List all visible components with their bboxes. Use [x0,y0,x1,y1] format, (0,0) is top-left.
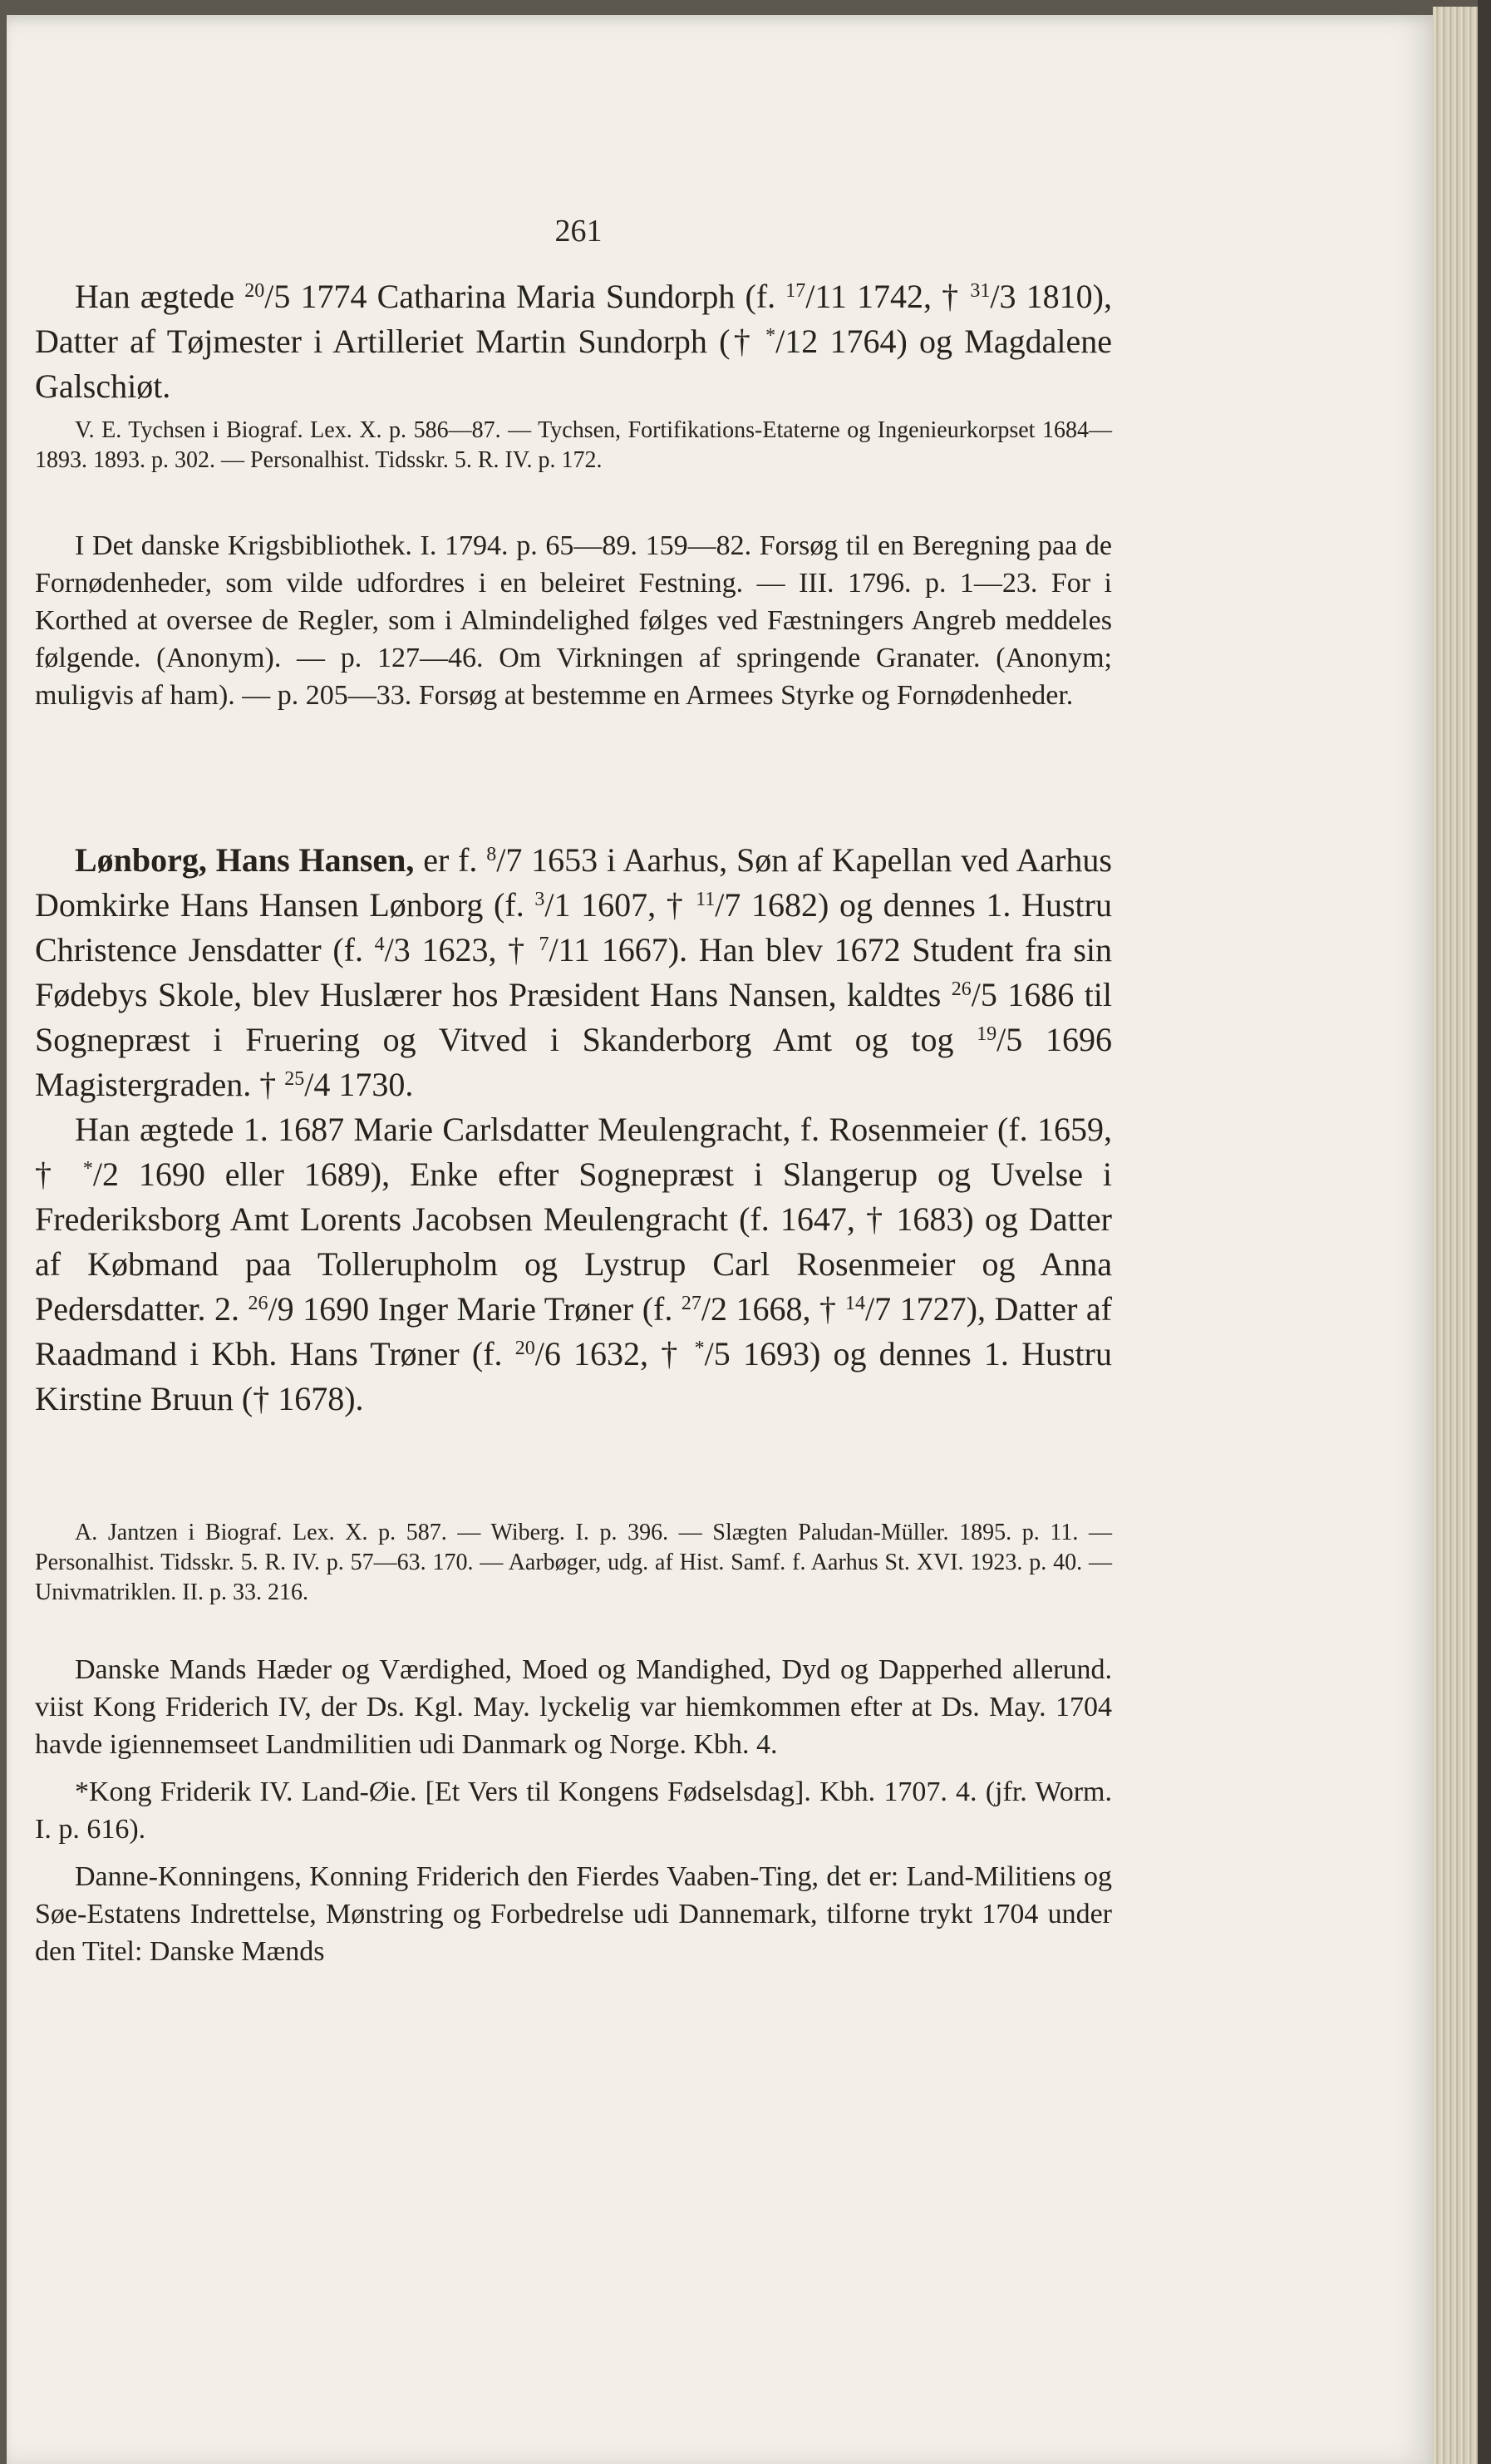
sundorph-marriage-paragraph: Han ægtede $^{20}$/5 1774 Catharina Maria Sundorph (f. $^{17}$/11 1742, † $^{31}$/3 1810), Datter af Tøjmester i Artilleriet Martin Sundorph († */12 1764) og Magdalene Galschiøt. [35,278,1112,405]
book-edge [1478,0,1491,2464]
page-number: 261 [554,214,603,249]
lonborg-biography: Lønborg, Hans Hansen, er f. $^8$/7 1653 i Aarhus, Søn af Kapellan ved Aarhus Domkirke Hans Hansen Lønborg (f. $^3$/1 1607, † $^{11}$/7 1682) og dennes 1. Hustru Christence Jensdatter (f. $^4$/3 1623, † $^7$/11 1667). Han blev 1672 Student fra sin Fødebys Skole, blev Huslærer hos Præsident Hans Nansen, kaldtes $^{26}$/5 1686 til Sognepræst i Fruering og Vitved i Skanderborg Amt og tog $^{19}$/5 1696 Magistergraden. † $^{25}$/4 1730. Han ægtede 1. 1687 Marie Carlsdatter Meulengracht, f. Rosenmeier (f. 1659, † */2 1690 eller 1689), Enke efter Sognepræst i Slangerup og Uvelse i Frederiksborg Amt Lorents Jacobsen Meulengracht (f. 1647, † 1683) og Datter af Købmand paa Tollerupholm og Lystrup Carl Rosenmeier og Anna Pedersdatter. 2. $^{26}$/9 1690 Inger Marie Trøner (f. $^{27}$/2 1668, † $^{14}$/7 1727), Datter af Raadmand i Kbh. Hans Trøner (f. $^{20}$/6 1632, † */5 1693) og dennes 1. Hustru Kirstine Bruun († 1678). [35,838,1112,1422]
work-land-oie: *Kong Friderik IV. Land-Øie. [Et Vers til Kongens Fødselsdag]. Kbh. 1707. 4. (jfr. Worm. I. p. 616). [35,1777,1112,1845]
lonborg-marriage-paragraph: Han ægtede 1. 1687 Marie Carlsdatter Meulengracht, f. Rosenmeier (f. 1659, † */2 1690 eller 1689), Enke efter Sognepræst i Slangerup og Uvelse i Frederiksborg Amt Lorents Jacobsen Meulengracht (f. 1647, † 1683) og Datter af Købmand paa Tollerupholm og Lystrup Carl Rosenmeier og Anna Pedersdatter. 2. $^{26}$/9 1690 Inger Marie Trøner (f. $^{27}$/2 1668, † $^{14}$/7 1727), Datter af Raadmand i Kbh. Hans Trøner (f. $^{20}$/6 1632, † */5 1693) og dennes 1. Hustru Kirstine Bruun († 1678). [35,1111,1113,1417]
sundorph-references: V. E. Tychsen i Biograf. Lex. X. p. 586—87. — Tychsen, Fortifikations-Etaterne og Ingenieurkorpset 1684—1893. 1893. p. 302. — Personalhist. Tidsskr. 5. R. IV. p. 172. [35,417,1112,473]
lonborg-references: A. Jantzen i Biograf. Lex. X. p. 587. — Wiberg. I. p. 396. — Slægten Paludan-Müller. 1895. p. 11. — Personalhist. Tidsskr. 5. R. IV. p. 57—63. 170. — Aarbøger, udg. af Hist. Samf. f. Aarhus St. XVI. 1923. p. 40. — Univmatriklen. II. p. 33. 216. [35,1520,1112,1605]
book-page [7,15,1433,2464]
work-vaaben-ting: Danne-Konningens, Konning Friderich den Fierdes Vaaben-Ting, det er: Land-Militiens og Søe-Estatens Indrettelse, Mønstring og Forbedrelse udi Dannemark, tilforne trykt 1704 under den Titel: Danske Mænds [35,1861,1112,1967]
entry-name: Lønborg, Hans Hansen, [75,841,415,879]
lonborg-works [35,1651,1112,1970]
work-danske-mands: Danske Mands Hæder og Værdighed, Moed og Mandighed, Dyd og Dapperhed allerund. viist Kong Friderich IV, der Ds. Kgl. May. lyckelig var hiemkommen efter at Ds. May. 1704 havde igiennemseet Landmilitien udi Danmark og Norge. Kbh. 4. [35,1654,1112,1760]
sundorph-works: I Det danske Krigsbibliothek. I. 1794. p. 65—89. 159—82. Forsøg til en Beregning paa de Fornødenheder, som vilde udfordres i en beleiret Festning. — III. 1796. p. 1—23. For i Korthed at oversee de Regler, som i Almindelighed følges ved Fæstningers Angreb meddeles følgende. (Anonym). — p. 127—46. Om Virkningen af springende Granater. (Anonym; muligvis af ham). — p. 205—33. Forsøg at bestemme en Armees Styrke og Fornødenheder. [35,530,1112,711]
